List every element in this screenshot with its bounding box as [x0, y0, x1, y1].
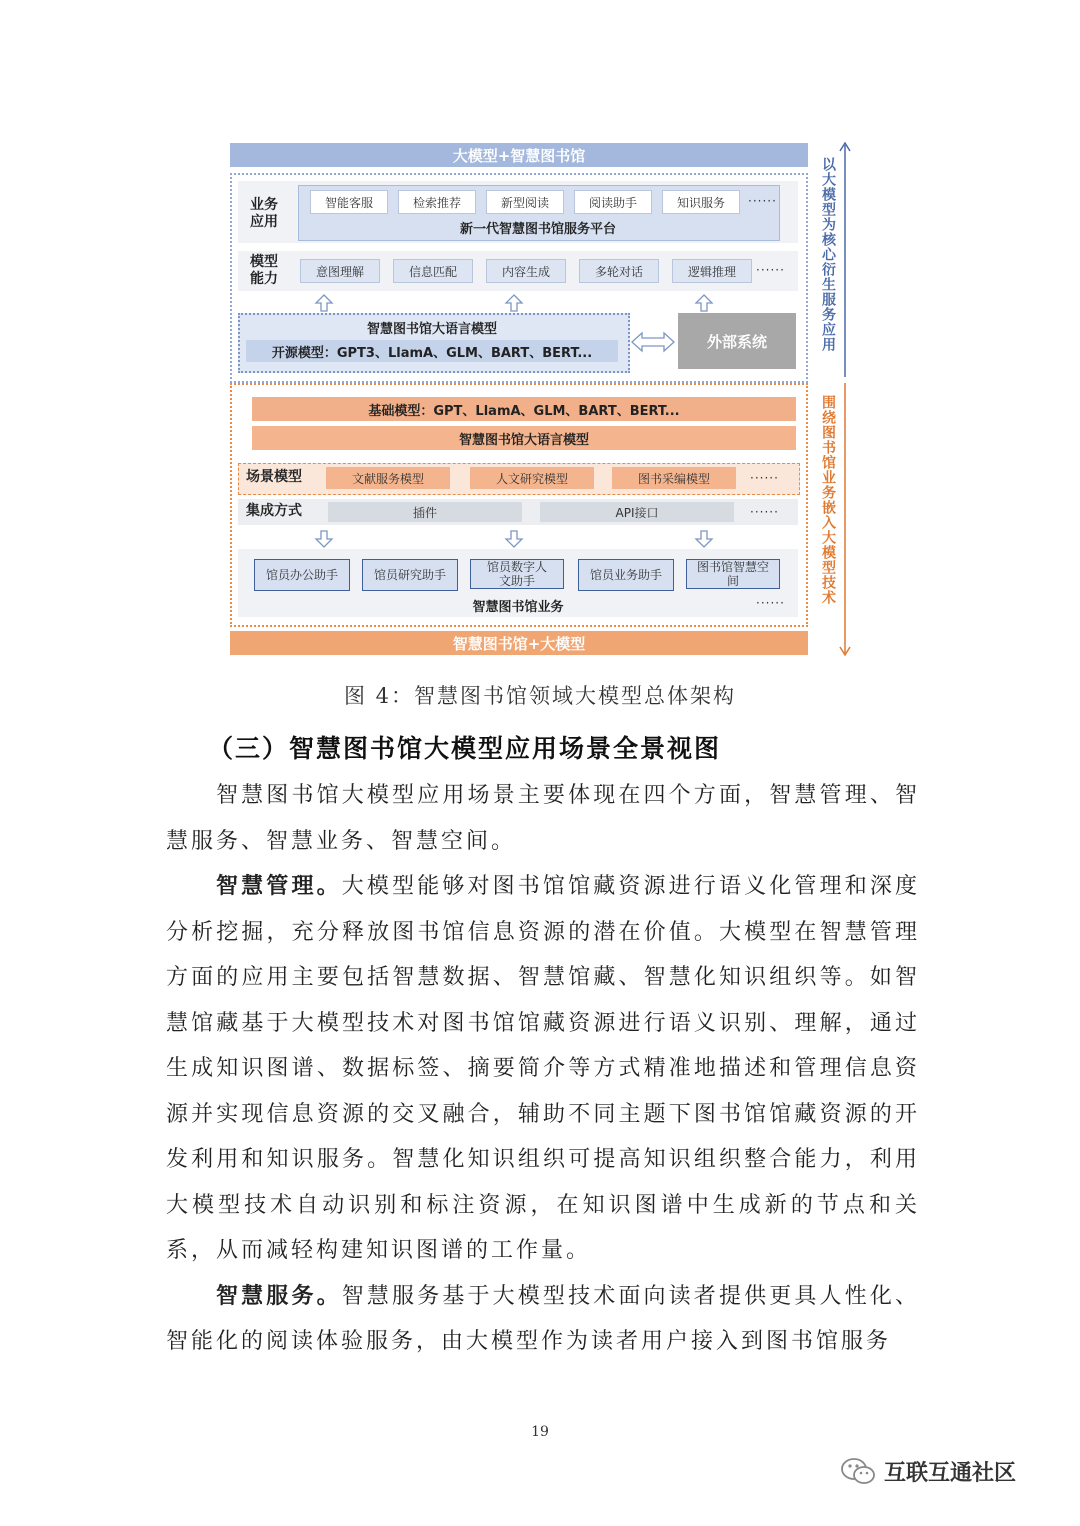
integration-chip: 插件	[328, 502, 522, 522]
scene-chip: 文献服务模型	[326, 467, 450, 489]
section-heading: （三）智慧图书馆大模型应用场景全景视图	[208, 734, 722, 763]
up-arrow-icon	[504, 293, 524, 313]
ability-chip: 信息匹配	[393, 259, 473, 283]
business-chip: 新型阅读	[486, 190, 564, 214]
side-arrow-up-icon	[838, 141, 852, 377]
business-box: 馆员办公助手	[254, 559, 350, 591]
ability-chip: 意图理解	[300, 259, 380, 283]
management-body: 大模型能够对图书馆馆藏资源进行语义化管理和深度分析挖掘，充分释放图书馆信息资源的潜在价值。大模型在智慧管理方面的应用主要包括智慧数据、智慧馆藏、智慧化知识组织等。如智慧馆藏基于大模型技术对图书馆馆藏资源进行语义识别、理解，通过生成知识图谱、数据标签、摘要简介等方式精准地描述和管理信息资源并实现信息资源的交叉融合，辅助不同主题下图书馆馆藏资源的开发利用和知识服务。智慧化知识组织可提高知识组织整合能力，利用大模型技术自动识别和标注资源，在知识图谱中生成新的节点和关系，从而减轻构建知识图谱的工作量。	[166, 874, 920, 1263]
business-box: 馆员研究助手	[362, 559, 458, 591]
business-more: ······	[748, 194, 777, 208]
double-arrow-icon	[630, 329, 676, 355]
ability-more: ······	[756, 263, 785, 277]
business-chip: 阅读助手	[574, 190, 652, 214]
service-lead: 智慧服务。	[216, 1282, 342, 1309]
diagram-bottom-bar: 智慧图书馆+大模型	[230, 631, 808, 655]
external-system: 外部系统	[678, 313, 796, 369]
figure-caption: 图 4：智慧图书馆领域大模型总体架构	[343, 684, 737, 708]
business-chip: 知识服务	[662, 190, 740, 214]
business-box: 馆员数字人文助手	[470, 559, 564, 589]
ability-chip: 多轮对话	[579, 259, 659, 283]
side-label-top: 以大模型为核心衍生服务应用	[820, 157, 836, 352]
scene-model-label: 场景模型	[246, 469, 302, 485]
model-ability-label: 模型 能力	[250, 254, 278, 287]
side-label-bottom: 围绕图书馆业务嵌入大模型技术	[820, 395, 836, 605]
business-box: 馆员业务助手	[578, 559, 674, 591]
page-number: 19	[531, 1424, 549, 1440]
llm-orange-row: 智慧图书馆大语言模型	[252, 426, 796, 450]
watermark	[840, 1456, 1016, 1487]
base-model-row: 基础模型：GPT、LlamA、GLM、BART、BERT...	[252, 397, 796, 421]
business-label: 业务 应用	[250, 197, 278, 230]
ability-chip: 逻辑推理	[672, 259, 752, 283]
intro-paragraph: 智慧图书馆大模型应用场景主要体现在四个方面，智慧管理、智慧服务、智慧业务、智慧空间。	[166, 783, 920, 854]
scene-chip: 人文研究模型	[470, 467, 594, 489]
diagram-top-bar: 大模型+智慧图书馆	[230, 143, 808, 167]
llm-title: 智慧图书馆大语言模型	[366, 321, 497, 337]
integration-label: 集成方式	[246, 503, 302, 519]
library-business-title: 智慧图书馆业务	[472, 599, 564, 615]
service-body: 智慧服务基于大模型技术面向读者提供更具人性化、智能化的阅读体验服务，由大模型作为读者用户接入到图书馆服务	[166, 1283, 920, 1354]
up-arrow-icon	[314, 293, 334, 313]
business-chip: 智能客服	[310, 190, 388, 214]
ability-chip: 内容生成	[486, 259, 566, 283]
scene-chip: 图书采编模型	[612, 467, 736, 489]
integration-more: ······	[750, 505, 779, 519]
llm-open-source: 开源模型：GPT3、LlamA、GLM、BART、BERT...	[246, 340, 618, 362]
down-arrow-icon	[694, 529, 714, 549]
business-chip: 检索推荐	[398, 190, 476, 214]
management-lead: 智慧管理。	[216, 873, 342, 899]
watermark-text: 互联互通社区	[884, 1461, 1017, 1486]
down-arrow-icon	[314, 529, 334, 549]
side-arrow-down-icon	[838, 383, 852, 659]
scene-more: ······	[750, 471, 779, 485]
business-bottom-more: ······	[756, 596, 785, 610]
integration-chip: API接口	[540, 502, 734, 522]
up-arrow-icon	[694, 293, 714, 313]
business-platform-title: 新一代智慧图书馆服务平台	[459, 221, 616, 237]
business-box: 图书馆智慧空间	[686, 559, 780, 589]
wechat-icon	[840, 1457, 876, 1487]
service-paragraph	[166, 1274, 920, 1365]
management-paragraph	[166, 864, 920, 1274]
body-text	[166, 773, 920, 1365]
architecture-diagram	[228, 141, 868, 661]
down-arrow-icon	[504, 529, 524, 549]
